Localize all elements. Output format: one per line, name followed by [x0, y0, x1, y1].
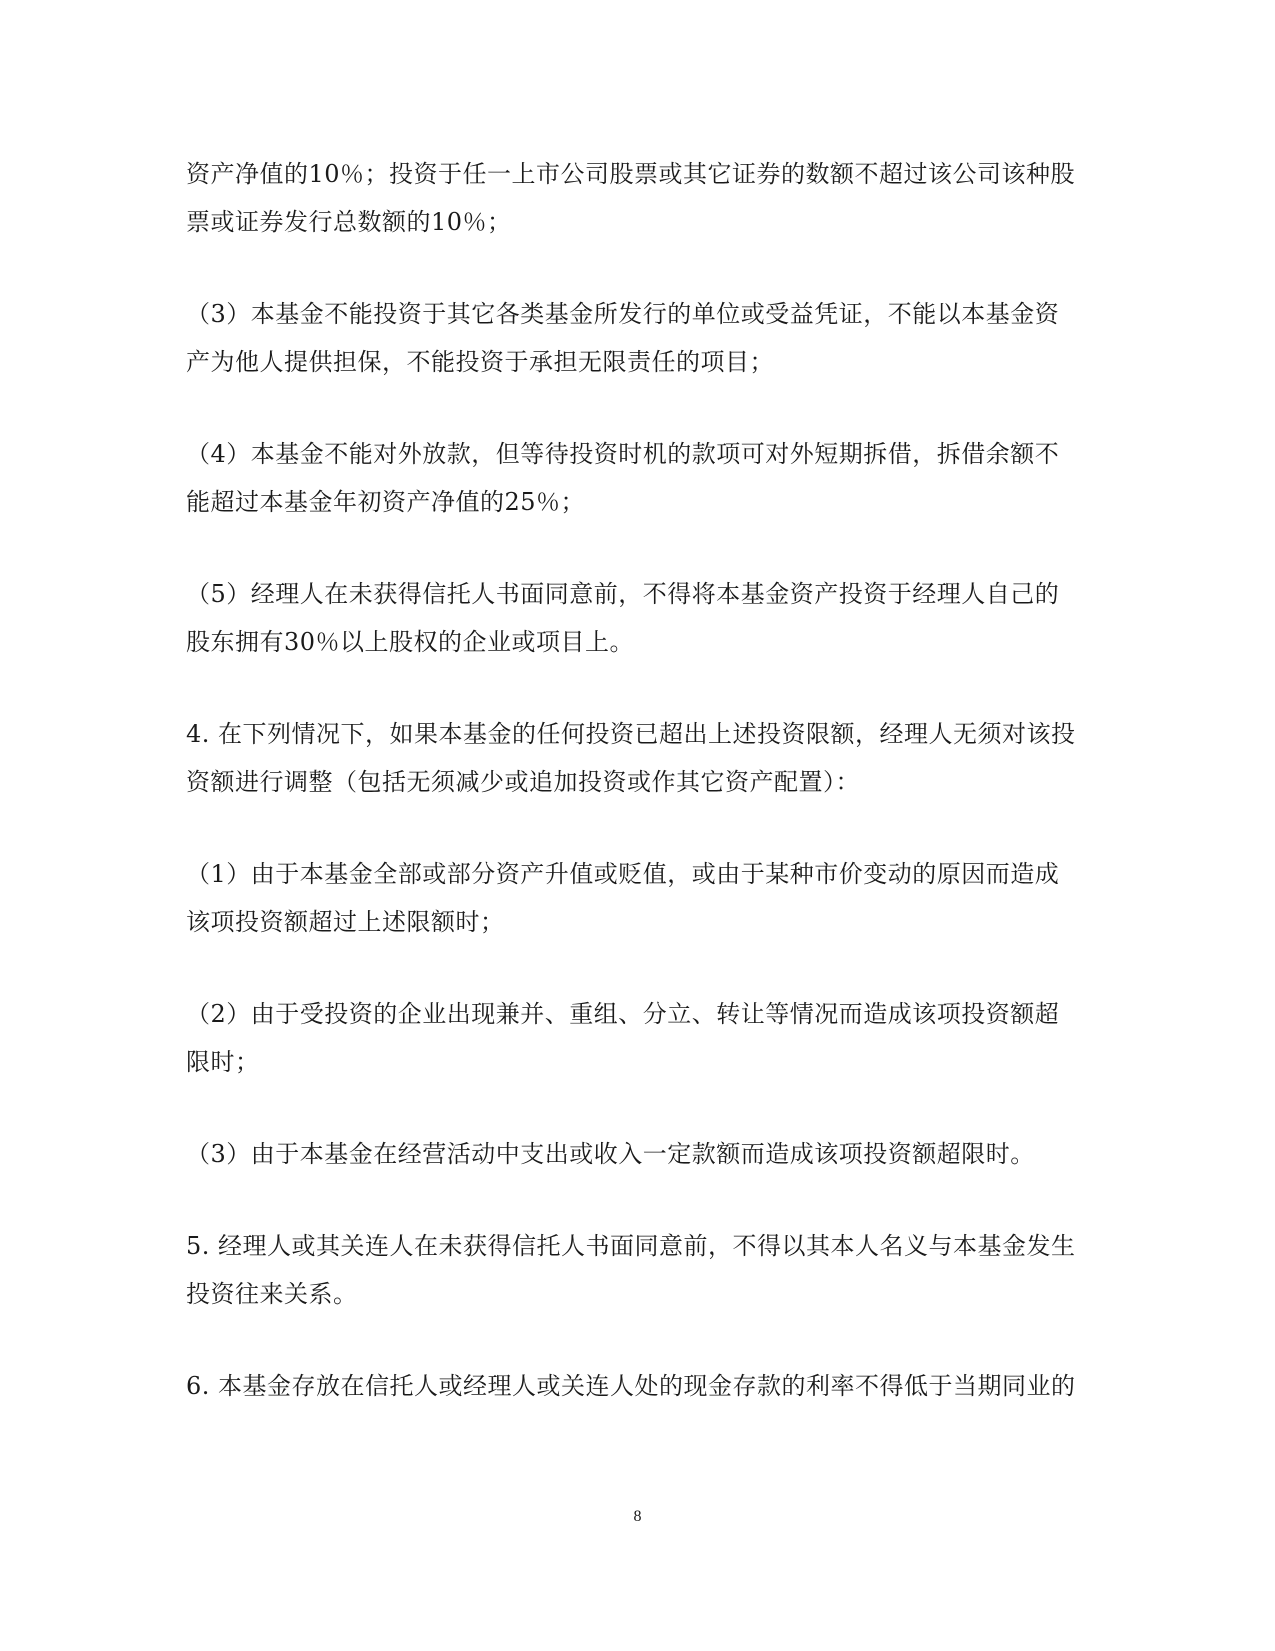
paragraph-sub-2: [186, 990, 1086, 1086]
text-line: （5）经理人在未获得信托人书面同意前，不得将本基金资产投资于经理人自己的: [186, 580, 1060, 608]
text-line: （2）由于受投资的企业出现兼并、重组、分立、转让等情况而造成该项投资额超: [186, 1000, 1060, 1028]
text-line: （1）由于本基金全部或部分资产升值或贬值，或由于某种市价变动的原因而造成: [186, 860, 1060, 888]
paragraph-sub-1: [186, 850, 1086, 946]
page-number: 8: [633, 1508, 642, 1525]
text-line: 票或证券发行总数额的10％；: [186, 208, 512, 236]
paragraph-item-4: [186, 710, 1086, 806]
text-line: 投资往来关系。: [186, 1280, 358, 1308]
paragraph-item-6: [186, 1362, 1086, 1410]
text-line: （3）由于本基金在经营活动中支出或收入一定款额而造成该项投资额超限时。: [186, 1140, 1035, 1168]
paragraph-clause-5: [186, 570, 1086, 666]
text-line: 产为他人提供担保，不能投资于承担无限责任的项目；: [186, 348, 774, 376]
text-line: 资额进行调整（包括无须减少或追加投资或作其它资产配置）：: [186, 768, 860, 796]
text-line: 4. 在下列情况下，如果本基金的任何投资已超出上述投资限额，经理人无须对该投: [186, 720, 1076, 748]
text-line: 限时；: [186, 1048, 260, 1076]
text-line: 股东拥有30％以上股权的企业或项目上。: [186, 628, 635, 656]
text-line: 5. 经理人或其关连人在未获得信托人书面同意前，不得以其本人名义与本基金发生: [186, 1232, 1076, 1260]
paragraph-limit-continuation: [186, 150, 1086, 246]
paragraph-clause-4: [186, 430, 1086, 526]
text-line: 该项投资额超过上述限额时；: [186, 908, 505, 936]
text-line: 资产净值的10％；投资于任一上市公司股票或其它证券的数额不超过该公司该种股: [186, 160, 1076, 188]
text-line: （4）本基金不能对外放款，但等待投资时机的款项可对外短期拆借，拆借余额不: [186, 440, 1060, 468]
text-line: 6. 本基金存放在信托人或经理人或关连人处的现金存款的利率不得低于当期同业的: [186, 1372, 1076, 1400]
text-line: 能超过本基金年初资产净值的25％；: [186, 488, 586, 516]
paragraph-clause-3: [186, 290, 1086, 386]
paragraph-item-5: [186, 1222, 1086, 1318]
text-line: （3）本基金不能投资于其它各类基金所发行的单位或受益凭证，不能以本基金资: [186, 300, 1060, 328]
paragraph-sub-3: [186, 1130, 1086, 1178]
